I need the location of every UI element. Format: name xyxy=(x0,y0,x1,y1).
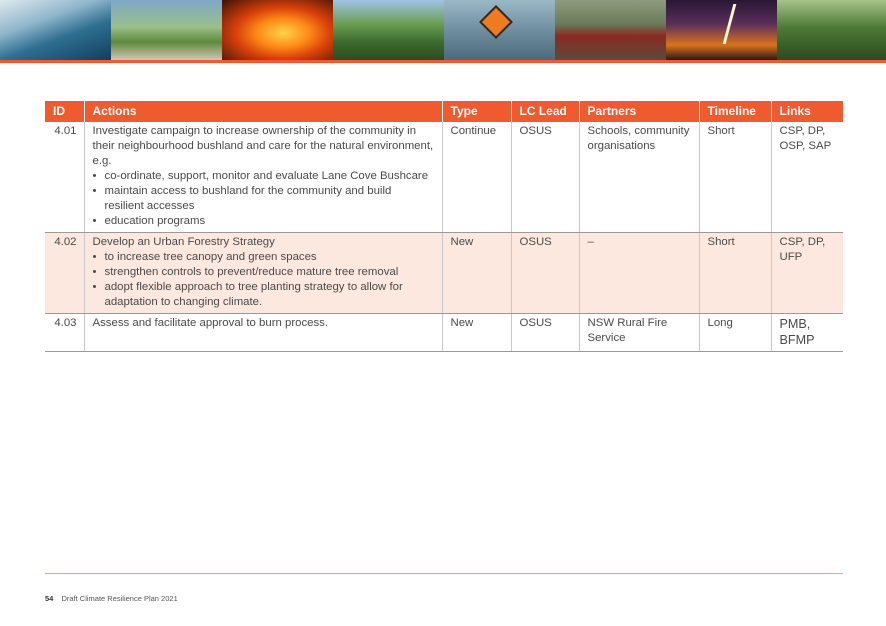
flood-sign-photo xyxy=(444,0,555,60)
row-id: 4.02 xyxy=(45,233,84,314)
lightning-bolt-icon xyxy=(723,4,737,44)
house-photo xyxy=(111,0,222,60)
table-header-row xyxy=(45,101,843,122)
bullet-item: • education programs xyxy=(93,214,434,229)
header-lc-lead: LC Lead xyxy=(511,101,579,122)
header-type: Type xyxy=(442,101,511,122)
header-timeline: Timeline xyxy=(699,101,771,122)
row-partners: – xyxy=(579,233,699,314)
bullet-item: • maintain access to bushland for the community and build resilient accesses xyxy=(93,184,434,214)
header-partners: Partners xyxy=(579,101,699,122)
forest-photo xyxy=(777,0,886,60)
header-links: Links xyxy=(771,101,843,122)
page-number: 54 xyxy=(45,594,54,603)
row-type: New xyxy=(442,233,511,314)
row-partners: Schools, community organisations xyxy=(579,122,699,233)
traffic-sign-icon xyxy=(479,5,513,39)
row-links: PMB, BFMP xyxy=(771,314,843,352)
row-timeline: Short xyxy=(699,122,771,233)
row-lead: OSUS xyxy=(511,233,579,314)
action-bullets xyxy=(93,250,434,310)
table-row xyxy=(45,233,843,314)
footer-divider xyxy=(45,573,843,574)
row-lead: OSUS xyxy=(511,314,579,352)
bullet-item: • adopt flexible approach to tree planting strategy to allow for adaptation to changing climate. xyxy=(93,280,434,310)
row-type: New xyxy=(442,314,511,352)
wave-photo xyxy=(0,0,111,60)
bullet-item: • strengthen controls to prevent/reduce mature tree removal xyxy=(93,265,434,280)
action-text: Develop an Urban Forestry Strategy xyxy=(92,236,275,248)
row-id: 4.01 xyxy=(45,122,84,233)
storm-damage-photo xyxy=(555,0,666,60)
banner-divider xyxy=(0,60,886,63)
bullet-item: • to increase tree canopy and green spaces xyxy=(93,250,434,265)
green-building-photo xyxy=(333,0,444,60)
row-action xyxy=(84,233,442,314)
row-type: Continue xyxy=(442,122,511,233)
row-action xyxy=(84,122,442,233)
page-footer xyxy=(45,594,178,603)
photo-banner xyxy=(0,0,886,60)
document-title: Draft Climate Resilience Plan 2021 xyxy=(61,594,178,603)
row-links: CSP, DP, OSP, SAP xyxy=(771,122,843,233)
header-id: ID xyxy=(45,101,84,122)
row-id: 4.03 xyxy=(45,314,84,352)
bushfire-photo xyxy=(222,0,333,60)
row-partners: NSW Rural Fire Service xyxy=(579,314,699,352)
table-row xyxy=(45,314,843,352)
table-row xyxy=(45,122,843,233)
row-lead: OSUS xyxy=(511,122,579,233)
row-action xyxy=(84,314,442,352)
action-text: Assess and facilitate approval to burn process. xyxy=(92,317,329,329)
row-timeline: Short xyxy=(699,233,771,314)
row-links: CSP, DP, UFP xyxy=(771,233,843,314)
actions-table xyxy=(45,101,843,352)
lightning-photo xyxy=(666,0,777,60)
row-timeline: Long xyxy=(699,314,771,352)
header-actions: Actions xyxy=(84,101,442,122)
action-bullets xyxy=(93,169,434,229)
action-text: Investigate campaign to increase ownership of the community in their neighbourhood bushland and care for the natural environment, e.g. xyxy=(92,125,434,167)
bullet-item: • co-ordinate, support, monitor and evaluate Lane Cove Bushcare xyxy=(93,169,434,184)
